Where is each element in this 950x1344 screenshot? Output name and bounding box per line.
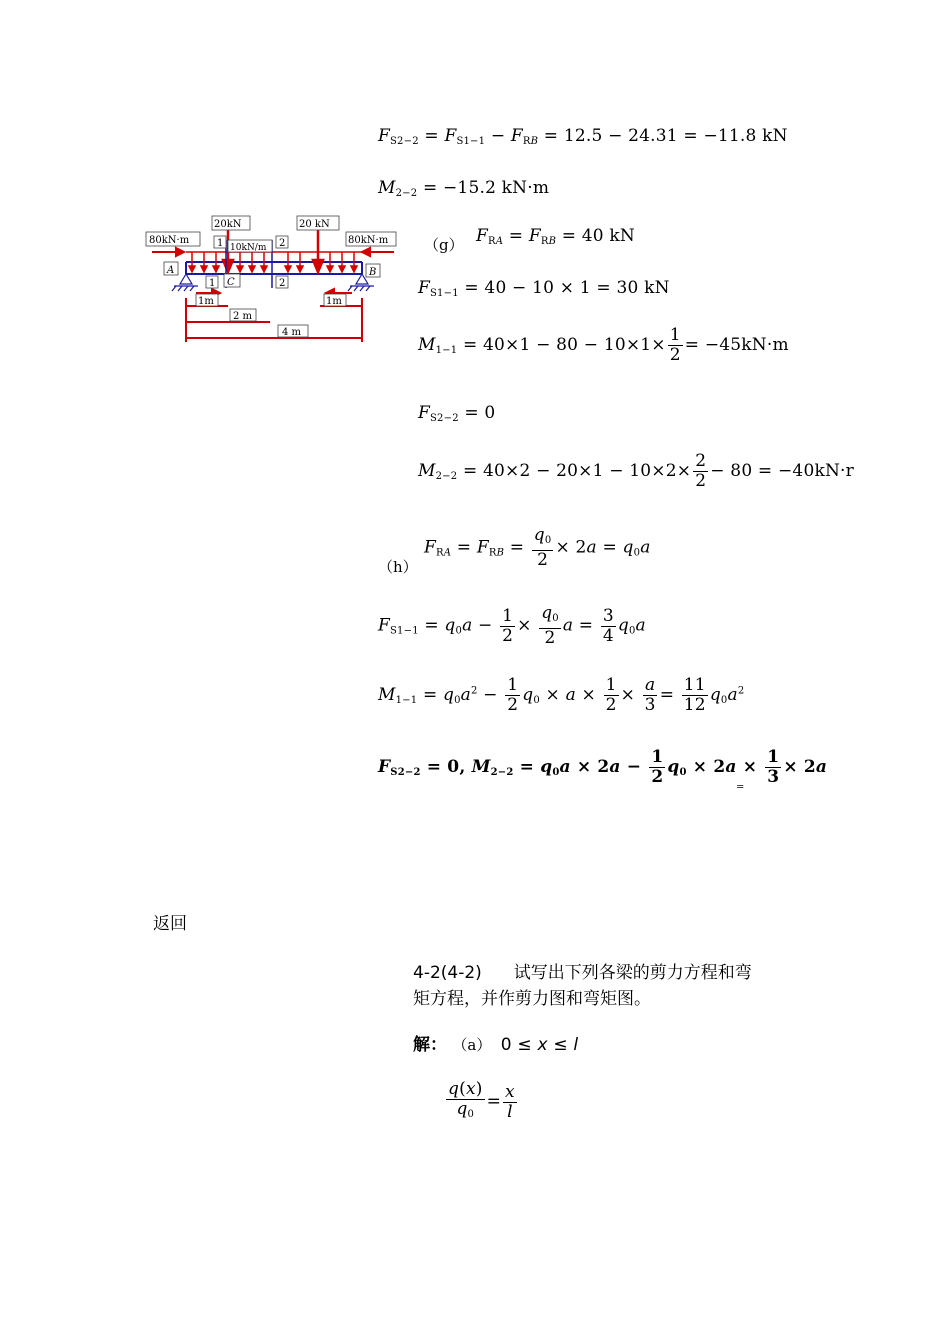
dim-1m-right-label: 1m: [326, 296, 342, 307]
distributed-load-label: 10kN/m: [230, 243, 267, 253]
part-a-label: （a）: [452, 1036, 492, 1054]
problem-number: 4-2(4-2): [413, 963, 482, 983]
equation-g-m11: $M_{1-1} = 40\times 1 - 80 - 10\times 1\times$ $\frac{1}{2}$ = −45kN·m: [418, 325, 789, 365]
dim-1m-left-label: 1m: [198, 296, 214, 307]
return-link[interactable]: 返回: [153, 914, 187, 934]
equation-h-fs22-m22: $F_{S2-2} = 0$, $M_{2-2} = q_0a \times 2a$ − $\frac{1}{2}$ $q_0 \times 2a$ × $\frac{1}{3}$ × 2a: [378, 747, 828, 787]
dim-2m-label: 2 m: [233, 311, 253, 322]
equation-m22-result: $M_{2-2} = -15.2$ kN·m: [378, 178, 550, 199]
trailing-equals: =: [736, 782, 745, 793]
moment-left-label: 80kN·m: [149, 235, 190, 246]
equation-g-fs22: $F_{S2-2} = 0$: [418, 403, 496, 424]
point-load-left-label: 20kN: [214, 219, 242, 230]
section-2-bottom-label: 2: [279, 278, 286, 289]
equation-fs22-result: $F_{S2-2} = F_{S1-1} - F_{RB} = 12.5 - 24.31 = -11.8$ kN: [378, 126, 788, 147]
section-1-bottom-label: 1: [209, 278, 216, 289]
problem-text-line1: 试写出下列各梁的剪力方程和弯: [513, 963, 752, 983]
solution-line: [413, 1030, 578, 1055]
equation-g-fs11: $F_{S1-1} = 40 - 10 \times 1 = 30$ kN: [418, 278, 670, 299]
support-a-icon: [172, 274, 198, 291]
label-c: C: [227, 277, 235, 288]
label-a: A: [167, 265, 175, 276]
problem-line-1: [413, 958, 752, 983]
problem-text-line2: 矩方程，并作剪力图和弯矩图。: [413, 989, 651, 1009]
section-1-top-label: 1: [217, 238, 224, 249]
beam-diagram-g: [140, 210, 400, 350]
equation-g-reactions: $F_{RA} = F_{RB} = 40$ kN: [476, 226, 635, 247]
part-g-label: （g）: [424, 236, 464, 254]
range-expression: 0 ≤ x ≤ l: [500, 1035, 579, 1055]
equation-h-reactions: $F_{RA} = F_{RB}$ = $\frac{q_0}{2}$ × $2a = q_0a$: [424, 525, 651, 570]
part-h-label: （h）: [378, 558, 418, 576]
label-b: B: [369, 267, 377, 278]
dim-4m-label: 4 m: [282, 327, 302, 338]
section-2-top-label: 2: [279, 238, 286, 249]
equation-h-fs11: $F_{S1-1} = q_0a$ − $\frac{1}{2}$ × $\frac{q_0}{2}$ a = $\frac{3}{4}$ $q_0a$: [378, 603, 646, 648]
equation-g-m22: $M_{2-2} = 40\times 2 - 20\times 1 - 10\times 2\times$ $\frac{2}{2}$ − 80 = −40kN·r: [418, 451, 854, 491]
point-load-right-label: 20 kN: [299, 219, 330, 230]
ratio-expression: $\frac{q(x)}{q_0}$ = $\frac{x}{l}$: [448, 1079, 515, 1122]
solution-label: 解：: [413, 1035, 447, 1055]
moment-right-label: 80kN·m: [348, 235, 389, 246]
equation-h-m11: $M_{1-1} = q_0a^2$ − $\frac{1}{2}$ $q_0 \times a$ × $\frac{1}{2}$ × $\frac{a}{3}$ = $\frac{11}{12}$ $q_0a^2$: [378, 675, 745, 715]
